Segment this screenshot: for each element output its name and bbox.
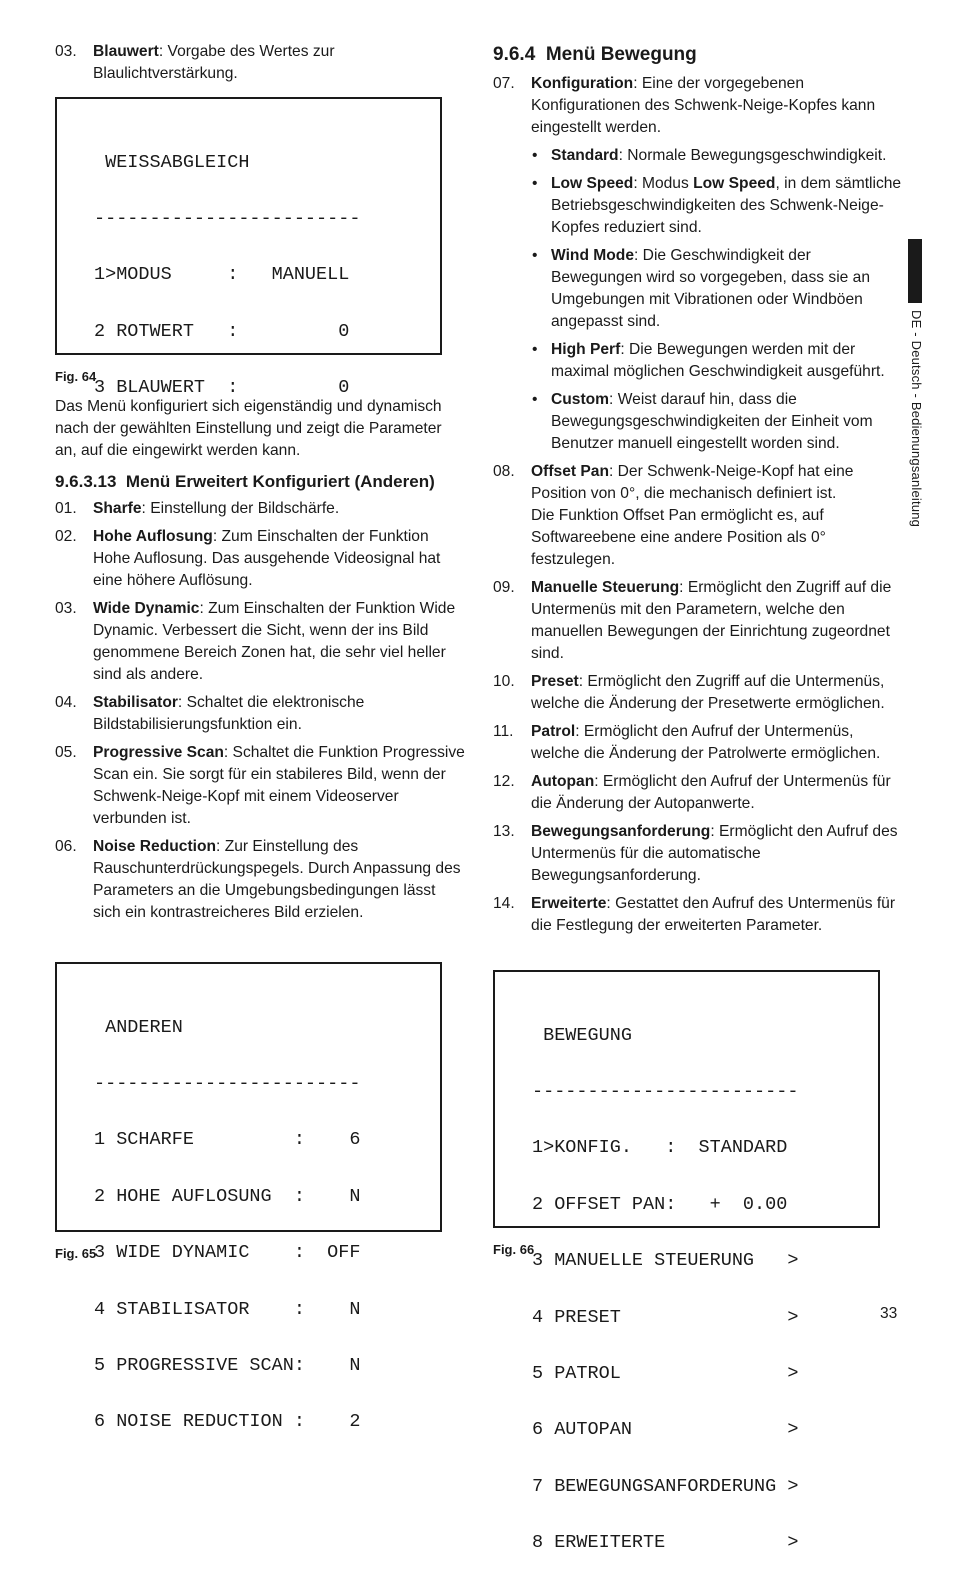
screen-line: 2 HOHE AUFLOSUNG : N [94, 1185, 361, 1207]
screen-line: 2 OFFSET PAN: + 0.00 [532, 1193, 788, 1215]
screen-line: 7 BEWEGUNGSANFORDERUNG > [532, 1475, 799, 1497]
screen-line: 4 STABILISATOR : N [94, 1298, 361, 1320]
bullet-item: • Wind Mode: Die Geschwindigkeit der Bewegungen wird so vorgegeben, dass sie an Umgebungen mit Vibrationen oder Windböen angepasst sind. [532, 247, 871, 330]
list-item: 13. Bewegungsanforderung: Ermöglicht den Aufruf des Untermenüs für die automatische Bewegungsanforderung. [493, 823, 898, 884]
section-heading: 9.6.3.13 Menü Erweitert Konfiguriert (Anderen) [55, 472, 435, 491]
section-heading: 9.6.4 Menü Bewegung [493, 44, 697, 65]
screen-line: 1>KONFIG. : STANDARD [532, 1137, 788, 1159]
screen-line: 3 MANUELLE STEUERUNG > [532, 1250, 799, 1272]
screen-line: 3 BLAUWERT : 0 [94, 377, 350, 399]
list-item: 01. Sharfe: Einstellung der Bildschärfe. [55, 500, 340, 517]
bullet-item: • Custom: Weist darauf hin, dass die Bewegungsgeschwindigkeiten der Einheit vom Benutzer manuell eingestellt worden sind. [532, 391, 873, 452]
screen-line: 2 ROTWERT : 0 [94, 320, 350, 342]
bullet-item: • High Perf: Die Bewegungen werden mit der maximal möglichen Geschwindigkeit ausgeführt. [532, 341, 885, 380]
bullet-item: • Low Speed: Modus Low Speed, in dem sämtliche Betriebsgeschwindigkeiten des Schwenk-Neige-Kopfes reduziert sind. [532, 175, 902, 236]
left-body [55, 396, 465, 924]
list-item: 05. Progressive Scan: Schaltet die Funktion Progressive Scan ein. Sie sorgt für ein stabileres Bild, wenn der Schwenk-Neige-Kopf mit einem Videoserver verbunden ist. [55, 744, 465, 827]
screen-line: 5 PATROL > [532, 1362, 799, 1384]
list-item: 10. Preset: Ermöglicht den Zugriff auf die Untermenüs, welche die Änderung der Presetwerte ermöglichen. [493, 673, 885, 712]
list-item: 09. Manuelle Steuerung: Ermöglicht den Zugriff auf die Untermenüs mit den Parametern, welche den manuellen Bewegungen der Einrichtung zugeordnet sind. [493, 579, 892, 662]
language-tab-marker [908, 239, 922, 303]
list-item-blauwert: 03. Blauwert: Vorgabe des Wertes zur Blaulichtverstärkung. [55, 43, 335, 82]
figure-caption: Fig. 66 [493, 1242, 535, 1257]
screen-line: 3 WIDE DYNAMIC : OFF [94, 1242, 361, 1264]
screen-line: ------------------------ [532, 1080, 799, 1102]
right-column [493, 42, 903, 937]
language-tab-label: DE - Deutsch - Bedienungsanleitung [909, 310, 924, 528]
list-item: 11. Patrol: Ermöglicht den Aufruf der Untermenüs, welche die Änderung der Patrolwerte ermöglichen. [493, 723, 881, 762]
screen-line: ANDEREN [94, 1016, 183, 1038]
screen-line: 4 PRESET > [532, 1306, 799, 1328]
list-item: 03. Wide Dynamic: Zum Einschalten der Funktion Wide Dynamic. Verbessert die Sicht, wenn der ins Bild genommene Bereich Zonen hat, die sehr viel heller sind als andere. [55, 600, 456, 683]
list-item: 08. Offset Pan: Der Schwenk-Neige-Kopf hat eine Position von 0°, die mechanisch definiert ist. Die Funktion Offset Pan ermöglicht es, auf Softwareebene eine andere Position als 0° festzulegen. [493, 463, 854, 568]
bullet-item: • Standard: Normale Bewegungsgeschwindigkeit. [532, 147, 887, 164]
screen-line: 6 AUTOPAN > [532, 1419, 799, 1441]
screen-line: ------------------------ [94, 207, 361, 229]
paragraph: Das Menü konfiguriert sich eigenständig und dynamisch nach der gewählten Einstellung und zeigt die Parameter an, auf die eingewirkt werden kann. [55, 398, 442, 459]
screen-line: BEWEGUNG [532, 1024, 632, 1046]
list-item: 06. Noise Reduction: Zur Einstellung des Rauschunterdrückungspegels. Durch Anpassung des Parameters an die Umgebungsbedingungen lässt sich ein kontrastreicheres Bild erzielen. [55, 838, 461, 921]
screen-line: 1>MODUS : MANUELL [94, 264, 350, 286]
screen-line: ------------------------ [94, 1072, 361, 1094]
figure-caption: Fig. 65 [55, 1246, 97, 1261]
list-item: 07. Konfiguration: Eine der vorgegebenen Konfigurationen des Schwenk-Neige-Kopfes kann eingestellt werden. [493, 75, 876, 136]
list-item: 12. Autopan: Ermöglicht den Aufruf der Untermenüs für die Änderung der Autopanwerte. [493, 773, 891, 812]
screen-line: 5 PROGRESSIVE SCAN: N [94, 1354, 361, 1376]
option-list [55, 498, 465, 924]
screen-line: 6 NOISE REDUCTION : 2 [94, 1411, 361, 1433]
list-item: 02. Hohe Auflosung: Zum Einschalten der Funktion Hohe Auflosung. Das ausgehende Videosignal hat eine höhere Auflösung. [55, 528, 441, 589]
list-item: 14. Erweiterte: Gestattet den Aufruf des Untermenüs für die Festlegung der erweiterten Parameter. [493, 895, 896, 934]
screen-line: 1 SCHARFE : 6 [94, 1129, 361, 1151]
figure-caption: Fig. 64 [55, 369, 97, 384]
screen-line: 8 ERWEITERTE > [532, 1532, 799, 1554]
screen-line: WEISSABGLEICH [94, 151, 250, 173]
list-item: 04. Stabilisator: Schaltet die elektronische Bildstabilisierungsfunktion ein. [55, 694, 365, 733]
page-number: 33 [880, 1305, 898, 1322]
